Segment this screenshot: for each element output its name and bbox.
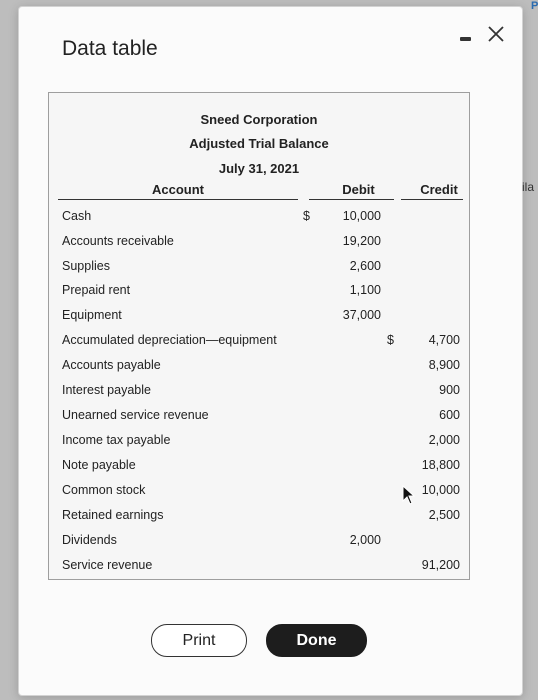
- background-window-letter: P: [531, 0, 538, 12]
- table-row: [49, 280, 469, 305]
- credit-amount: 900: [439, 383, 460, 397]
- account-name: Prepaid rent: [62, 283, 131, 297]
- credit-amount: 2,500: [428, 508, 460, 522]
- credit-amount: 10,000: [421, 483, 460, 497]
- credit-amount: 600: [439, 408, 460, 422]
- account-name: Common stock: [62, 483, 146, 497]
- minimize-icon[interactable]: [458, 29, 474, 43]
- account-name: Equipment: [62, 308, 122, 322]
- account-name: Accounts receivable: [62, 234, 174, 248]
- data-table-dialog: [18, 6, 523, 696]
- credit-amount: 4,700: [428, 333, 460, 347]
- account-name: Interest payable: [62, 383, 151, 397]
- account-name: Income tax payable: [62, 433, 171, 447]
- close-icon[interactable]: [484, 22, 508, 46]
- header-underline: [309, 199, 394, 200]
- credit-currency-sign: $: [387, 333, 394, 347]
- print-button[interactable]: Print: [151, 624, 247, 657]
- credit-amount: 91,200: [421, 558, 460, 572]
- credit-amount: 18,800: [421, 458, 460, 472]
- statement-date: July 31, 2021: [218, 161, 300, 176]
- account-name: Retained earnings: [62, 508, 164, 522]
- debit-amount: 37,000: [342, 308, 381, 322]
- account-name: Note payable: [62, 458, 136, 472]
- table-row: [49, 405, 469, 430]
- table-row: [49, 430, 469, 455]
- account-name: Accounts payable: [62, 358, 161, 372]
- table-row: [49, 555, 469, 580]
- account-name: Accumulated depreciation—equipment: [62, 333, 277, 347]
- column-header-credit: Credit: [420, 182, 458, 197]
- table-row: [49, 455, 469, 480]
- table-row: [49, 231, 469, 256]
- account-name: Service revenue: [62, 558, 153, 572]
- table-row: [49, 530, 469, 555]
- table-row: [49, 206, 469, 231]
- trial-balance-panel: [48, 92, 470, 580]
- account-name: Dividends: [62, 533, 117, 547]
- background-window-text: ila: [522, 180, 535, 194]
- account-name: Supplies: [62, 259, 110, 273]
- statement-name: Adjusted Trial Balance: [189, 136, 329, 151]
- debit-amount: 2,000: [349, 533, 381, 547]
- column-header-debit: Debit: [342, 182, 375, 197]
- table-row: [49, 380, 469, 405]
- dialog-title: Data table: [62, 37, 158, 60]
- debit-currency-sign: $: [303, 209, 310, 223]
- debit-amount: 19,200: [342, 234, 381, 248]
- table-row: [49, 305, 469, 330]
- debit-amount: 10,000: [342, 209, 381, 223]
- debit-amount: 1,100: [349, 283, 381, 297]
- table-row: [49, 330, 469, 355]
- header-underline: [58, 199, 298, 200]
- table-row: [49, 355, 469, 380]
- account-name: Cash: [62, 209, 92, 223]
- account-name: Unearned service revenue: [62, 408, 209, 422]
- credit-amount: 8,900: [428, 358, 460, 372]
- debit-amount: 2,600: [349, 259, 381, 273]
- company-name: Sneed Corporation: [200, 112, 318, 127]
- credit-amount: 2,000: [428, 433, 460, 447]
- column-header-account: Account: [152, 182, 204, 197]
- done-button[interactable]: Done: [266, 624, 367, 657]
- header-underline: [401, 199, 463, 200]
- table-row: [49, 256, 469, 281]
- mouse-cursor-icon: [402, 485, 416, 510]
